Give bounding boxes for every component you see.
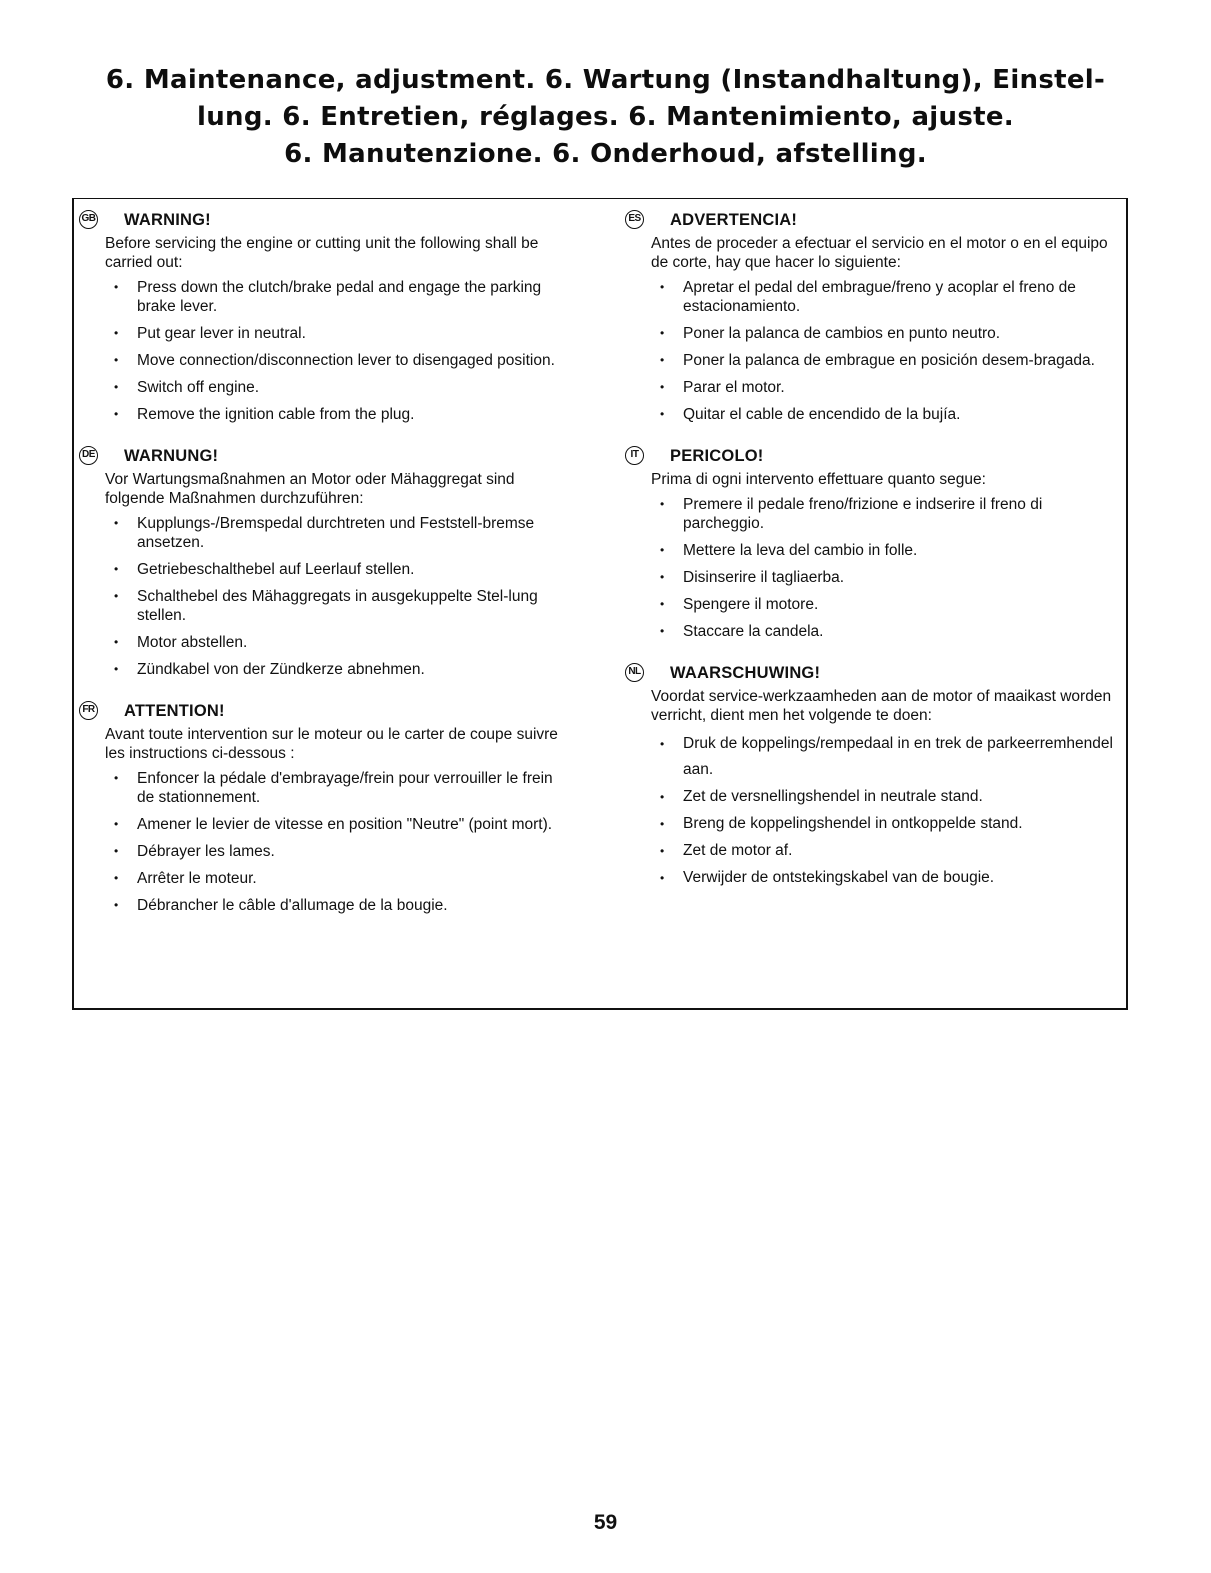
- step-list: [625, 731, 1115, 891]
- page-title: [60, 62, 1151, 173]
- left-column: [79, 208, 569, 935]
- section-heading: ADVERTENCIA!: [670, 211, 798, 229]
- section-header: [79, 444, 569, 470]
- step-list: [625, 495, 1115, 641]
- page-title-line-1: 6. Maintenance, adjustment. 6. Wartung (Instandhaltung), Einstel-: [105, 65, 1106, 95]
- language-badge-icon: DE: [79, 446, 98, 465]
- step-item: • Press down the clutch/brake pedal and engage the parking brake lever.: [137, 278, 569, 316]
- step-item: • Kupplungs-/Bremspedal durchtreten und Feststell-bremse ansetzen.: [137, 514, 569, 552]
- step-item: • Put gear lever in neutral.: [137, 324, 569, 343]
- section-de: [79, 444, 569, 679]
- step-item: • Spengere il motore.: [683, 595, 1115, 614]
- section-intro: Avant toute intervention sur le moteur ou le carter de coupe suivre les instructions ci-dessous :: [105, 726, 558, 762]
- section-intro: Prima di ogni intervento effettuare quanto segue:: [651, 471, 986, 488]
- page-title-line-3: 6. Manutenzione. 6. Onderhoud, afstelling.: [284, 139, 927, 169]
- step-list: [625, 278, 1115, 424]
- step-item: • Switch off engine.: [137, 378, 569, 397]
- section-header: [79, 208, 569, 234]
- section-heading: PERICOLO!: [670, 447, 764, 465]
- step-item: • Débrayer les lames.: [137, 842, 569, 861]
- step-item: • Zet de versnellingshendel in neutrale stand.: [683, 784, 1115, 810]
- step-item: • Mettere la leva del cambio in folle.: [683, 541, 1115, 560]
- language-badge-icon: ES: [625, 210, 644, 229]
- section-heading: ATTENTION!: [124, 702, 225, 720]
- page-title-line-2: lung. 6. Entretien, réglages. 6. Mantenimiento, ajuste.: [197, 102, 1014, 132]
- section-intro: Antes de proceder a efectuar el servicio en el motor o en el equipo de corte, hay que hacer lo siguiente:: [651, 235, 1108, 271]
- section-nl: [625, 661, 1115, 891]
- section-heading: WARNUNG!: [124, 447, 219, 465]
- section-header: [625, 444, 1115, 470]
- language-badge-icon: GB: [79, 210, 98, 229]
- step-list: [79, 278, 569, 424]
- step-item: • Parar el motor.: [683, 378, 1115, 397]
- step-item: • Remove the ignition cable from the plug.: [137, 405, 569, 424]
- step-item: • Disinserire il tagliaerba.: [683, 568, 1115, 587]
- section-header: [79, 699, 569, 725]
- section-intro: Before servicing the engine or cutting unit the following shall be carried out:: [105, 235, 539, 271]
- step-item: • Zündkabel von der Zündkerze abnehmen.: [137, 660, 569, 679]
- step-item: • Zet de motor af.: [683, 838, 1115, 864]
- section-header: [625, 661, 1115, 687]
- step-item: • Move connection/disconnection lever to disengaged position.: [137, 351, 569, 370]
- section-fr: [79, 699, 569, 915]
- step-item: • Débrancher le câble d'allumage de la bougie.: [137, 896, 569, 915]
- step-item: • Poner la palanca de embrague en posición desem-bragada.: [683, 351, 1115, 370]
- section-es: [625, 208, 1115, 424]
- section-heading: WARNING!: [124, 211, 211, 229]
- step-item: • Breng de koppelingshendel in ontkoppelde stand.: [683, 811, 1115, 837]
- step-item: • Schalthebel des Mähaggregats in ausgekuppelte Stel-lung stellen.: [137, 587, 569, 625]
- step-item: • Enfoncer la pédale d'embrayage/frein pour verrouiller le frein de stationnement.: [137, 769, 569, 807]
- section-header: [625, 208, 1115, 234]
- section-gb: [79, 208, 569, 424]
- page-number: 59: [593, 1511, 618, 1534]
- section-intro: Voordat service-werkzaamheden aan de motor of maaikast worden verricht, dient men het volgende te doen:: [651, 688, 1112, 724]
- section-intro: Vor Wartungsmaßnahmen an Motor oder Mähaggregat sind folgende Maßnahmen durchzuführen:: [105, 471, 515, 507]
- step-list: [79, 769, 569, 915]
- right-column: [625, 208, 1115, 911]
- language-badge-icon: IT: [625, 446, 644, 465]
- section-it: [625, 444, 1115, 641]
- step-item: • Poner la palanca de cambios en punto neutro.: [683, 324, 1115, 343]
- step-item: • Motor abstellen.: [137, 633, 569, 652]
- step-item: • Amener le levier de vitesse en position "Neutre" (point mort).: [137, 815, 569, 834]
- language-badge-icon: FR: [79, 701, 98, 720]
- step-item: • Verwijder de ontstekingskabel van de bougie.: [683, 865, 1115, 891]
- step-item: • Premere il pedale freno/frizione e indserire il freno di parcheggio.: [683, 495, 1115, 533]
- step-item: • Staccare la candela.: [683, 622, 1115, 641]
- step-item: • Druk de koppelings/rempedaal in en trek de parkeerremhendel aan.: [683, 731, 1115, 783]
- step-item: • Apretar el pedal del embrague/freno y acoplar el freno de estacionamiento.: [683, 278, 1115, 316]
- language-badge-icon: NL: [625, 663, 644, 682]
- step-item: • Getriebeschalthebel auf Leerlauf stellen.: [137, 560, 569, 579]
- step-item: • Arrêter le moteur.: [137, 869, 569, 888]
- step-item: • Quitar el cable de encendido de la bujía.: [683, 405, 1115, 424]
- section-heading: WAARSCHUWING!: [670, 664, 821, 682]
- step-list: [79, 514, 569, 679]
